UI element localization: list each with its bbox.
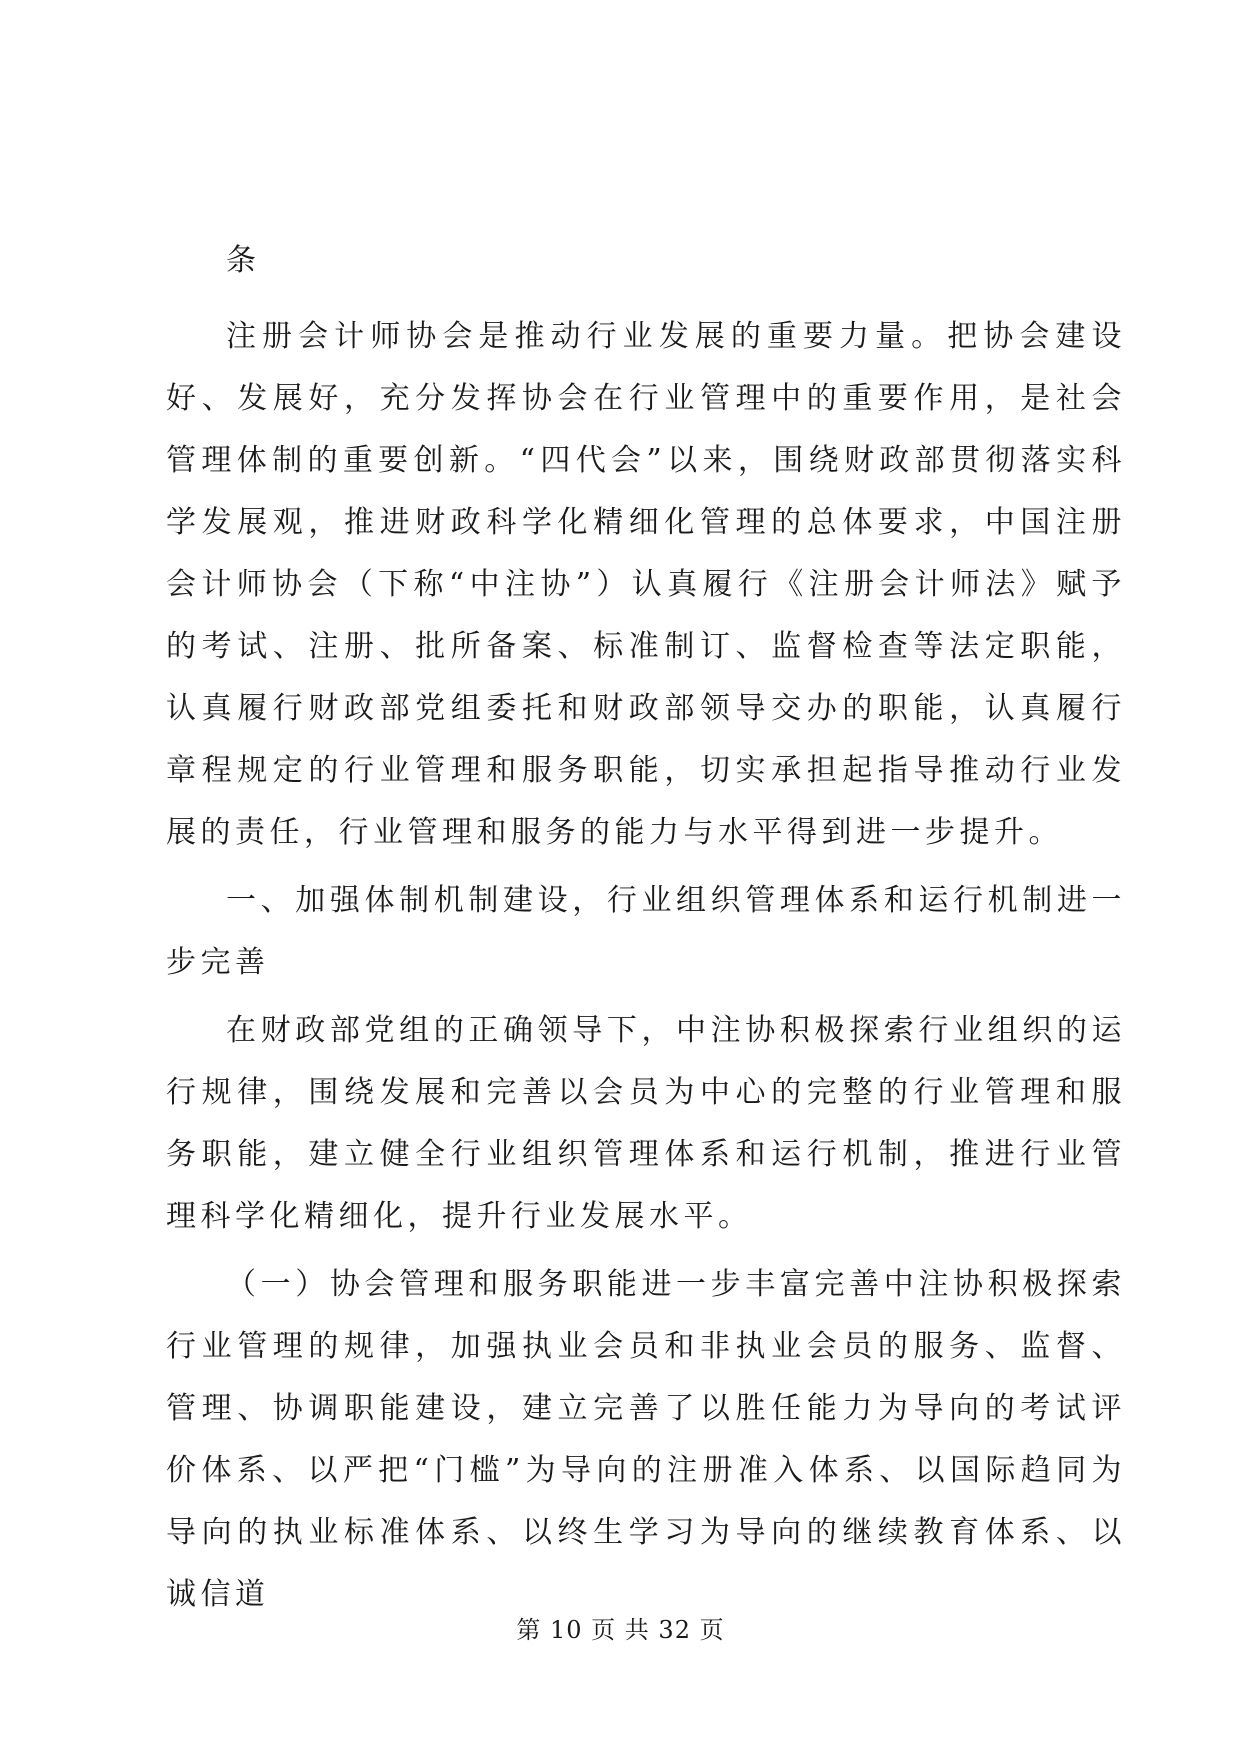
document-body [166,230,1126,1632]
page-footer: 第 10 页 共 32 页 [516,1616,725,1644]
paragraph-fragment: 条 [226,243,261,278]
paragraph-subsection: （一）协会管理和服务职能进一步丰富完善中注协积极探索行业管理的规律，加强执业会员和非执业会员的服务、监督、管理、协调职能建设，建立完善了以胜任能力为导向的考试评价体系、以严把“门槛”为导向的注册准入体系、以国际趋同为导向的执业标准体系、以终生学习为导向的继续教育体系、以诚信道 [166,1267,1126,1612]
paragraph-intro: 注册会计师协会是推动行业发展的重要力量。把协会建设好、发展好，充分发挥协会在行业管理中的重要作用，是社会管理体制的重要创新。“四代会”以来，围绕财政部贯彻落实科学发展观，推进财政科学化精细化管理的总体要求，中国注册会计师协会（下称“中注协”）认真履行《注册会计师法》赋予的考试、注册、批所备案、标准制订、监督检查等法定职能，认真履行财政部党组委托和财政部领导交办的职能，认真履行章程规定的行业管理和服务职能，切实承担起指导推动行业发展的责任，行业管理和服务的能力与水平得到进一步提升。 [166,319,1126,850]
paragraph-section-body: 在财政部党组的正确领导下，中注协积极探索行业组织的运行规律，围绕发展和完善以会员为中心的完整的行业管理和服务职能，建立健全行业组织管理体系和运行机制，推进行业管理科学化精细化，提升行业发展水平。 [166,1013,1126,1234]
section-heading: 一、加强体制机制建设，行业组织管理体系和运行机制进一步完善 [166,883,1126,980]
